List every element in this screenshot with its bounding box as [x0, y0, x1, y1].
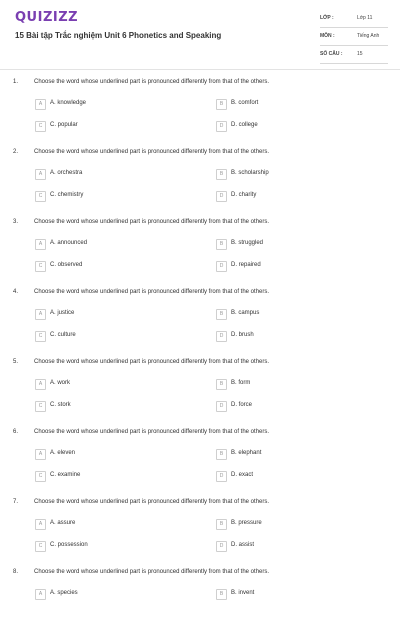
question-number: 4.: [13, 289, 19, 295]
question-4: [0, 289, 400, 359]
option-letter-box[interactable]: A: [35, 379, 46, 390]
option-letter-box[interactable]: D: [216, 191, 227, 202]
option-letter-box[interactable]: A: [35, 589, 46, 600]
option-text: A. work: [50, 380, 71, 386]
option-letter-box[interactable]: B: [216, 309, 227, 320]
option-text: B. invent: [231, 590, 255, 596]
option-letter-box[interactable]: C: [35, 121, 46, 132]
question-text: Choose the word whose underlined part is pronounced differently from that of the others.: [34, 79, 270, 85]
meta-value: Tiếng Anh: [357, 33, 380, 39]
question-text: Choose the word whose underlined part is pronounced differently from that of the others.: [34, 569, 270, 575]
question-7: [0, 499, 400, 569]
option-text: D. repaired: [231, 262, 261, 268]
option-text: C. observed: [50, 262, 83, 268]
question-number: 6.: [13, 429, 19, 435]
option-text: A. assure: [50, 520, 76, 526]
question-text: Choose the word whose underlined part is pronounced differently from that of the others.: [34, 149, 270, 155]
option-letter-box[interactable]: A: [35, 239, 46, 250]
option-text: D. force: [231, 402, 253, 408]
meta-row-count: [320, 46, 388, 64]
option-letter-box[interactable]: D: [216, 261, 227, 272]
option-text: A. justice: [50, 310, 75, 316]
option-text: C. chemistry: [50, 192, 84, 198]
meta-key: LỚP :: [320, 15, 334, 21]
question-number: 1.: [13, 79, 19, 85]
option-letter-box[interactable]: A: [35, 99, 46, 110]
option-text: C. popular: [50, 122, 78, 128]
option-text: D. assist: [231, 542, 255, 548]
option-letter-box[interactable]: C: [35, 331, 46, 342]
worksheet-meta: [320, 10, 388, 64]
option-letter-box[interactable]: D: [216, 471, 227, 482]
question-8: [0, 569, 400, 639]
option-text: B. elephant: [231, 450, 262, 456]
option-letter-box[interactable]: D: [216, 541, 227, 552]
option-text: C. examine: [50, 472, 81, 478]
meta-value: Lớp 11: [357, 15, 373, 21]
option-text: B. scholarship: [231, 170, 269, 176]
option-text: A. eleven: [50, 450, 76, 456]
question-text: Choose the word whose underlined part is pronounced differently from that of the others.: [34, 219, 270, 225]
worksheet-title: 15 Bài tập Trắc nghiệm Unit 6 Phonetics and Speaking: [15, 31, 222, 40]
question-text: Choose the word whose underlined part is pronounced differently from that of the others.: [34, 429, 270, 435]
meta-row-class: [320, 10, 388, 28]
option-letter-box[interactable]: C: [35, 471, 46, 482]
option-letter-box[interactable]: D: [216, 401, 227, 412]
option-text: B. form: [231, 380, 251, 386]
option-letter-box[interactable]: B: [216, 519, 227, 530]
option-text: B. campus: [231, 310, 260, 316]
question-6: [0, 429, 400, 499]
option-letter-box[interactable]: C: [35, 401, 46, 412]
option-text: C. culture: [50, 332, 76, 338]
question-1: [0, 79, 400, 149]
question-5: [0, 359, 400, 429]
option-letter-box[interactable]: C: [35, 261, 46, 272]
option-letter-box[interactable]: B: [216, 379, 227, 390]
question-number: 5.: [13, 359, 19, 365]
option-letter-box[interactable]: A: [35, 449, 46, 460]
option-letter-box[interactable]: D: [216, 121, 227, 132]
option-letter-box[interactable]: C: [35, 191, 46, 202]
option-text: B. struggled: [231, 240, 264, 246]
option-text: A. orchestra: [50, 170, 83, 176]
question-number: 7.: [13, 499, 19, 505]
option-text: A. announced: [50, 240, 88, 246]
option-text: C. possession: [50, 542, 88, 548]
option-letter-box[interactable]: A: [35, 519, 46, 530]
meta-value: 15: [357, 51, 363, 57]
meta-key: MÔN :: [320, 33, 335, 39]
option-letter-box[interactable]: B: [216, 99, 227, 110]
question-2: [0, 149, 400, 219]
option-letter-box[interactable]: A: [35, 169, 46, 180]
meta-row-subject: [320, 28, 388, 46]
option-letter-box[interactable]: C: [35, 541, 46, 552]
question-number: 2.: [13, 149, 19, 155]
option-text: B. pressure: [231, 520, 262, 526]
option-letter-box[interactable]: D: [216, 331, 227, 342]
question-3: [0, 219, 400, 289]
option-text: D. charity: [231, 192, 257, 198]
option-text: A. species: [50, 590, 78, 596]
option-text: D. exact: [231, 472, 254, 478]
option-letter-box[interactable]: B: [216, 589, 227, 600]
worksheet-header: [0, 0, 400, 66]
meta-key: SỐ CÂU :: [320, 51, 343, 57]
option-text: D. brush: [231, 332, 254, 338]
option-text: B. comfort: [231, 100, 259, 106]
option-text: D. college: [231, 122, 258, 128]
question-text: Choose the word whose underlined part is pronounced differently from that of the others.: [34, 289, 270, 295]
option-text: A. knowledge: [50, 100, 87, 106]
question-number: 3.: [13, 219, 19, 225]
option-letter-box[interactable]: B: [216, 169, 227, 180]
option-letter-box[interactable]: B: [216, 239, 227, 250]
question-text: Choose the word whose underlined part is pronounced differently from that of the others.: [34, 499, 270, 505]
option-letter-box[interactable]: B: [216, 449, 227, 460]
question-text: Choose the word whose underlined part is pronounced differently from that of the others.: [34, 359, 270, 365]
header-divider: [0, 69, 400, 70]
quizizz-logo: QUIZIZZ: [15, 10, 79, 25]
question-number: 8.: [13, 569, 19, 575]
option-text: C. stork: [50, 402, 71, 408]
option-letter-box[interactable]: A: [35, 309, 46, 320]
